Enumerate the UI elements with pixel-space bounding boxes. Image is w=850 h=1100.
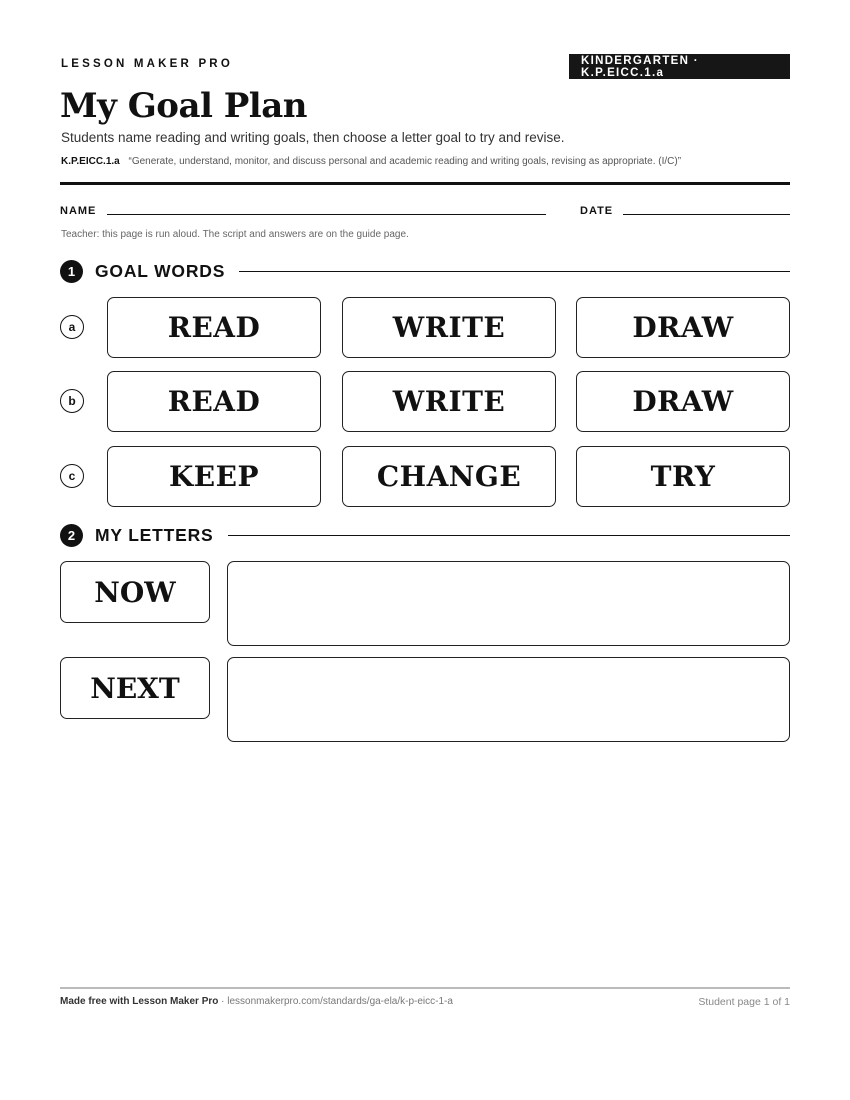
goal-word-box[interactable]: DRAW <box>576 297 790 358</box>
name-field[interactable] <box>107 214 546 215</box>
goal-word-box[interactable]: DRAW <box>576 371 790 432</box>
goal-word-box[interactable]: WRITE <box>342 297 556 358</box>
now-writing-box[interactable] <box>227 561 790 646</box>
goal-word-box[interactable]: KEEP <box>107 446 321 507</box>
page-subtitle: Students name reading and writing goals, then choose a letter goal to try and revise. <box>61 130 565 145</box>
section-number-badge: 1 <box>60 260 83 283</box>
row-letter-a: a <box>60 315 84 339</box>
section-divider <box>228 535 790 536</box>
next-label-box: NEXT <box>60 657 210 719</box>
section-title: GOAL WORDS <box>95 261 226 281</box>
standard-line <box>61 156 681 167</box>
goal-word-box[interactable]: TRY <box>576 446 790 507</box>
goal-word-box[interactable]: CHANGE <box>342 446 556 507</box>
row-letter-c: c <box>60 464 84 488</box>
date-label: DATE <box>580 205 614 217</box>
header-divider <box>60 182 790 185</box>
page-title: My Goal Plan <box>60 86 307 126</box>
section-my-letters-header <box>60 524 790 547</box>
standard-text: “Generate, understand, monitor, and discuss personal and academic reading and writing goals, revising as appropriate. (I/C)” <box>128 156 682 167</box>
footer-credit <box>60 996 453 1007</box>
section-title: MY LETTERS <box>95 525 214 545</box>
name-label: NAME <box>60 205 97 217</box>
footer-divider <box>60 987 790 989</box>
footer-page-number: Student page 1 of 1 <box>698 996 790 1008</box>
next-writing-box[interactable] <box>227 657 790 742</box>
now-label-box: NOW <box>60 561 210 623</box>
teacher-note: Teacher: this page is run aloud. The script and answers are on the guide page. <box>61 229 409 240</box>
date-field[interactable] <box>623 214 790 215</box>
goal-word-box[interactable]: READ <box>107 297 321 358</box>
goal-word-box[interactable]: READ <box>107 371 321 432</box>
brand-name: LESSON MAKER PRO <box>61 58 233 70</box>
grade-badge: KINDERGARTEN · K.P.EICC.1.a <box>569 54 790 79</box>
standard-code: K.P.EICC.1.a <box>61 156 120 167</box>
row-letter-b: b <box>60 389 84 413</box>
section-goal-words-header <box>60 260 790 283</box>
goal-word-box[interactable]: WRITE <box>342 371 556 432</box>
footer-made-with: Made free with Lesson Maker Pro <box>60 996 219 1007</box>
footer-url[interactable]: · lessonmakerpro.com/standards/ga-ela/k-p-eicc-1-a <box>218 996 453 1007</box>
section-number-badge: 2 <box>60 524 83 547</box>
section-divider <box>239 271 790 272</box>
